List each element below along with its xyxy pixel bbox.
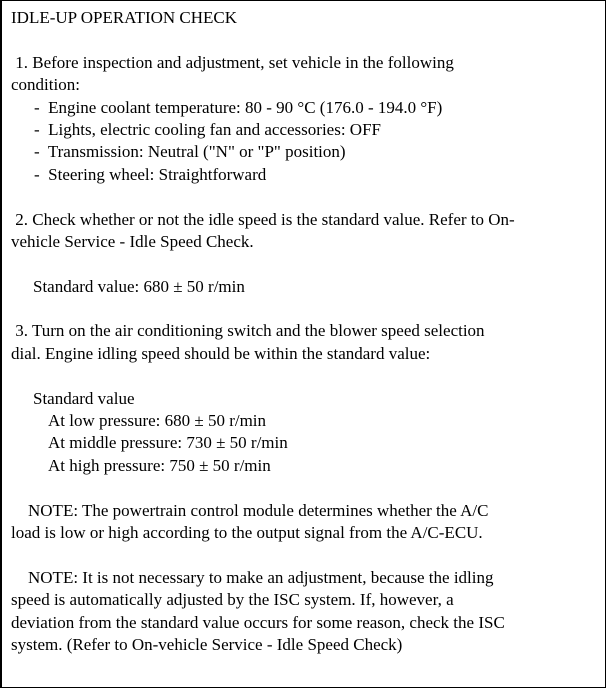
note2-line: speed is automatically adjusted by the ISC system. If, however, a xyxy=(11,590,454,610)
condition-bullet: - Engine coolant temperature: 80 - 90 °C (176.0 - 194.0 °F) xyxy=(34,97,443,117)
step3-line: 3. Turn on the air conditioning switch and the blower speed selection xyxy=(11,321,485,341)
pressure-value: At low pressure: 680 ± 50 r/min xyxy=(48,411,267,431)
step2-line: 2. Check whether or not the idle speed is the standard value. Refer to On- xyxy=(11,209,515,229)
note1-line: load is low or high according to the output signal from the A/C-ECU. xyxy=(11,522,483,542)
step1-line: 1. Before inspection and adjustment, set vehicle in the following xyxy=(11,52,454,72)
condition-bullet: - Transmission: Neutral ("N" or "P" position) xyxy=(34,142,346,162)
note1-line: NOTE: The powertrain control module determines whether the A/C xyxy=(11,500,489,520)
document-title: IDLE-UP OPERATION CHECK xyxy=(11,8,238,27)
step1-line: condition: xyxy=(11,75,80,95)
step3-line: dial. Engine idling speed should be within the standard value: xyxy=(11,343,431,363)
note2-line: NOTE: It is not necessary to make an adjustment, because the idling xyxy=(11,567,494,587)
step2-line: vehicle Service - Idle Speed Check. xyxy=(11,231,254,251)
pressure-value: At high pressure: 750 ± 50 r/min xyxy=(48,455,271,475)
step3-standard-label: Standard value xyxy=(33,388,135,408)
condition-bullet: - Steering wheel: Straightforward xyxy=(34,164,267,184)
note2-line: system. (Refer to On-vehicle Service - Idle Speed Check) xyxy=(11,634,403,654)
note2-line: deviation from the standard value occurs for some reason, check the ISC xyxy=(11,612,505,632)
pressure-value: At middle pressure: 730 ± 50 r/min xyxy=(48,433,288,453)
step2-standard-value: Standard value: 680 ± 50 r/min xyxy=(33,276,245,296)
condition-bullet: - Lights, electric cooling fan and accessories: OFF xyxy=(34,119,381,139)
